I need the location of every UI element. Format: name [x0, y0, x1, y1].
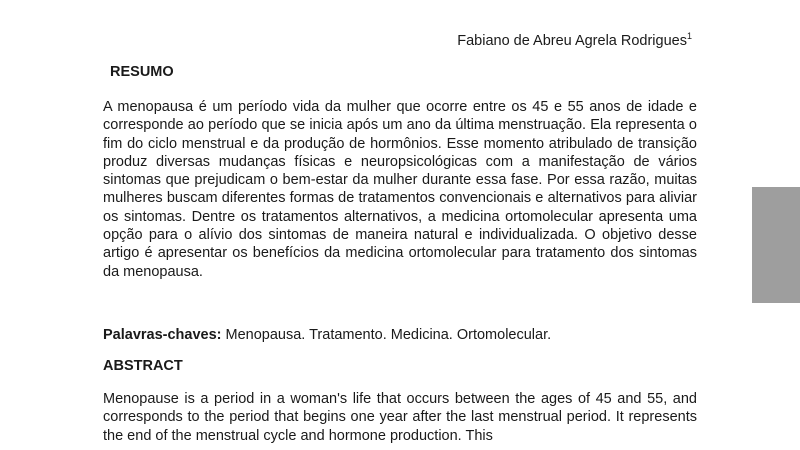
keywords-label: Palavras-chaves: — [103, 327, 222, 343]
author-name: Fabiano de Abreu Agrela Rodrigues — [457, 33, 687, 49]
side-tab — [752, 187, 800, 303]
author-footnote-mark: 1 — [686, 31, 692, 41]
author-line — [457, 27, 692, 50]
abstract-body: Menopause is a period in a woman's life that occurs between the ages of 45 and 55, and corresponds to the period that begins one year after the last menstrual period. It represents the end of the menstrual cycle and hormone production. This — [103, 391, 697, 444]
keywords-text: Menopausa. Tratamento. Medicina. Ortomolecular. — [221, 327, 552, 343]
abstract-heading: ABSTRACT — [103, 358, 183, 374]
resumo-heading: RESUMO — [110, 64, 174, 80]
resumo-body: A menopausa é um período vida da mulher que ocorre entre os 45 e 55 anos de idade e corresponde ao período que se inicia após um ano da última menstruação. Ela representa o fim do ciclo menstrual e da produção de hormônios. Esse momento atribulado de transição produz diversas mudanças físicas e neuropsicológicas com a manifestação de vários sintomas que prejudicam o bem-estar da mulher durante essa fase. Por essa razão, muitas mulheres buscam diferentes formas de tratamentos convencionais e alternativos para aliviar os sintomas. Dentre os tratamentos alternativos, a medicina ortomolecular apresenta uma opção para o alívio dos sintomas de maneira natural e individualizada. O objetivo desse artigo é apresentar os benefícios da medicina ortomolecular para tratamento dos sintomas da menopausa. — [103, 99, 697, 280]
keywords-line — [103, 326, 697, 344]
